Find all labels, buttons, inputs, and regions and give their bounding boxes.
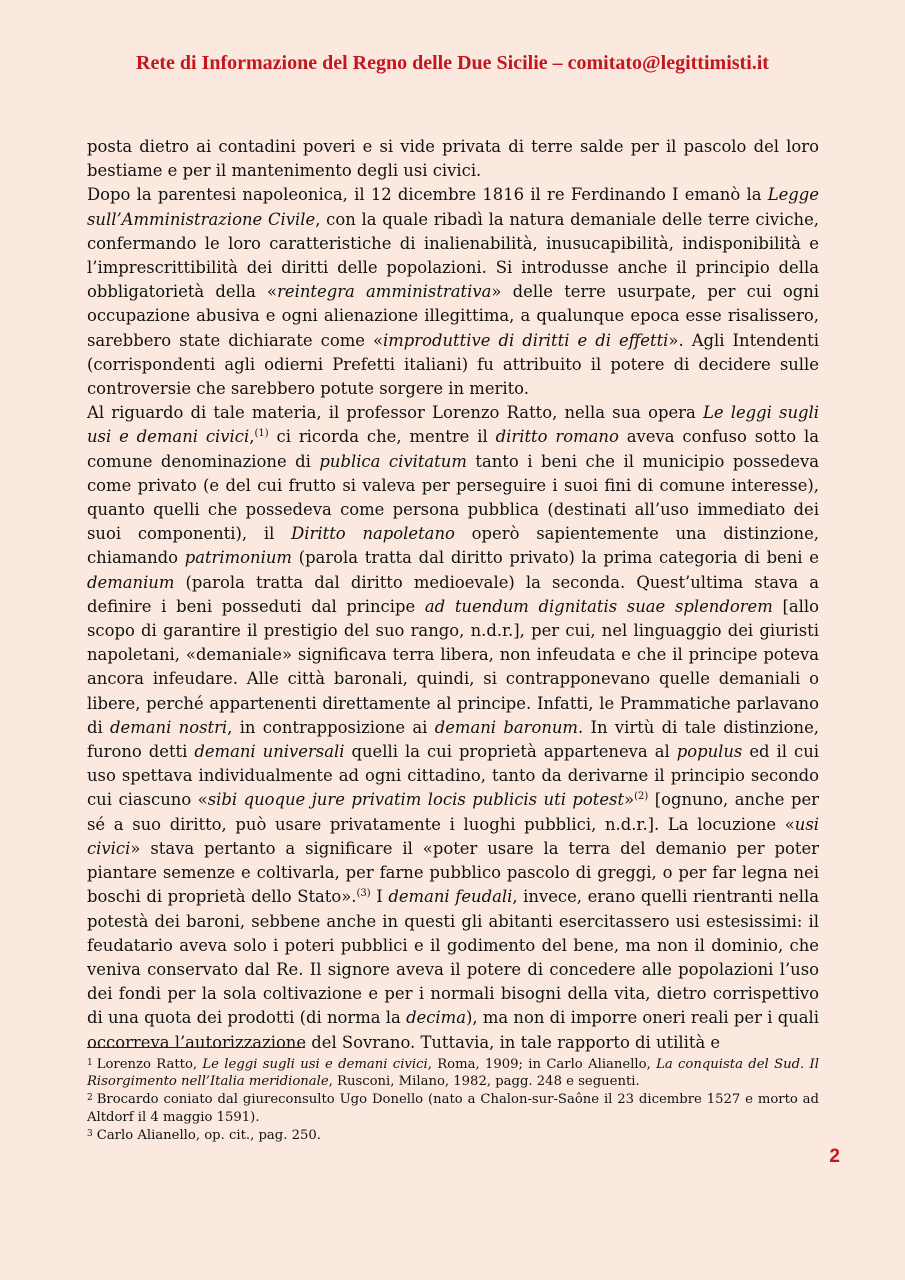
text-run: aveva confuso sotto la comune denominazione di bbox=[87, 427, 819, 471]
text-run: ), ma non di imporre oneri reali per i quali occorreva l’autorizzazione del Sovrano. Tuttavia, in tale rapporto di utilità e bbox=[87, 1008, 820, 1052]
text-run: (parola tratta dal diritto medioevale) la seconda. Quest’ultima stava a definire i beni posseduti dal principe bbox=[87, 572, 819, 616]
text-run: quelli la cui proprietà apparteneva al bbox=[344, 742, 677, 762]
text-run: , bbox=[249, 427, 255, 447]
footnote-reference: (3) bbox=[356, 888, 371, 900]
text-run: Lorenzo Ratto, bbox=[96, 1057, 203, 1072]
footnote bbox=[87, 1090, 819, 1125]
italic-text: Diritto napoletano bbox=[291, 524, 455, 544]
italic-text: reintegra amministrativa bbox=[277, 282, 492, 302]
text-run: Dopo la parentesi napoleonica, il 12 dicembre 1816 il re Ferdinando I emanò la bbox=[87, 185, 768, 205]
italic-text: demani baronum bbox=[434, 717, 578, 737]
italic-text: diritto romano bbox=[495, 427, 619, 447]
text-run: Brocardo coniato dal giureconsulto Ugo Donello (nato a Chalon-sur-Saône il 23 dicembre 1527 e morto ad Altdorf il 4 maggio 1591). bbox=[87, 1092, 819, 1125]
italic-text: publica civitatum bbox=[319, 451, 467, 471]
text-run: , invece, erano quelli rientranti nella potestà dei baroni, sebbene anche in questi gli abitanti esercitassero usi estesissimi: il feudatario aveva solo i poteri pubblici e il godimento del bene, ma non il dominio, che veniva conservato dal Re. Il signore aveva il potere di concedere alle popolazioni l’uso dei fondi per la sola coltivazione e per i normali bisogni della vita, dietro corrispettivo di una quota dei prodotti (di norma la bbox=[87, 887, 819, 1028]
italic-text: populus bbox=[676, 742, 743, 762]
italic-text: improduttive di diritti e di effetti bbox=[383, 330, 669, 350]
text-run: ci ricorda che, mentre il bbox=[268, 427, 496, 447]
text-run: [allo scopo di garantire il prestigio del suo rango, n.d.r.], per cui, nel linguaggio dei giuristi napoletani, «demaniale» significava terra libera, non infeudata e che il principe poteva ancora infeudare. Alle città baronali, quindi, si contrapponevano quelle demaniali o libere, perché appartenenti direttamente al principe. Infatti, le Prammatiche parlavano di bbox=[87, 596, 820, 737]
text-run: , Roma, 1909; in Carlo Alianello, bbox=[427, 1057, 657, 1072]
text-run: tanto i beni che il municipio possedeva come privato (e del cui frutto si valeva per perseguire i suoi fini di comune interesse), quanto quelli che possedeva come persona pubblica (destinati all’uso immediato dei suoi componenti), il bbox=[87, 451, 820, 544]
text-run: ed il cui uso spettava individualmente ad ogni cittadino, tanto da derivarne il principio secondo cui ciascuno « bbox=[87, 742, 819, 810]
italic-text: ad tuendum dignitatis suae splendorem bbox=[424, 596, 773, 616]
italic-text: Le leggi sugli usi e demani civici bbox=[87, 403, 819, 447]
paragraph bbox=[87, 135, 819, 183]
page-number: 2 bbox=[829, 1146, 840, 1167]
text-run: Carlo Alianello, op. cit., pag. 250. bbox=[96, 1127, 321, 1143]
italic-text: sibi quoque jure privatim locis publicis uti potest bbox=[207, 790, 625, 810]
footnote bbox=[87, 1126, 819, 1144]
italic-text: demani nostri bbox=[110, 717, 228, 737]
italic-text: usi civici bbox=[87, 814, 819, 858]
italic-text: demani universali bbox=[194, 742, 345, 762]
body-text bbox=[87, 135, 819, 1055]
text-run: , Rusconi, Milano, 1982, pagg. 248 e seguenti. bbox=[328, 1074, 640, 1090]
text-run: . In virtù di tale distinzione, furono detti bbox=[87, 717, 819, 762]
italic-text: Le leggi sugli usi e demani civici bbox=[202, 1057, 428, 1072]
italic-text: decima bbox=[406, 1008, 466, 1028]
footnote-reference: (2) bbox=[634, 791, 649, 803]
text-run: operò sapientemente una distinzione, chiamando bbox=[87, 524, 819, 568]
text-run: I bbox=[370, 887, 389, 907]
italic-text: demanium bbox=[87, 572, 175, 592]
text-run: [ognuno, anche per sé a suo diritto, può usare privatamente i luoghi pubblici, n.d.r.]. La locuzione « bbox=[87, 790, 819, 834]
text-run: » bbox=[624, 790, 635, 810]
text-run: posta dietro ai contadini poveri e si vide privata di terre salde per il pascolo del loro bestiame e per il mantenimento degli usi civici. bbox=[87, 137, 819, 181]
footnote bbox=[87, 1055, 819, 1090]
italic-text: La conquista del Sud. Il Risorgimento nell’Italia meridionale bbox=[87, 1057, 819, 1090]
footnote-number: 3 bbox=[87, 1128, 93, 1139]
italic-text: demani feudali bbox=[388, 887, 513, 907]
footnote-reference: (1) bbox=[254, 428, 269, 440]
text-run: Al riguardo di tale materia, il professor Lorenzo Ratto, nella sua opera bbox=[87, 403, 703, 423]
footnote-number: 1 bbox=[87, 1058, 93, 1068]
footnote-divider bbox=[87, 1047, 305, 1048]
italic-text: patrimonium bbox=[184, 548, 292, 568]
paragraph bbox=[87, 183, 819, 401]
italic-text: Legge sull’Amministrazione Civile bbox=[87, 185, 819, 229]
text-run: ». Agli Intendenti (corrispondenti agli odierni Prefetti italiani) fu attribuito il potere di decidere sulle controversie che sarebbero potute sorgere in merito. bbox=[87, 330, 819, 399]
text-run: » stava pertanto a significare il «poter usare la terra del demanio per poter piantare semenze e coltivarla, per farne pubblico pascolo di greggi, o per far legna nei boschi di proprietà dello Stato». bbox=[87, 838, 819, 907]
footnote-number: 2 bbox=[87, 1093, 93, 1104]
text-run: , in contrapposizione ai bbox=[227, 717, 435, 737]
text-run: (parola tratta dal diritto privato) la prima categoria di beni e bbox=[291, 548, 819, 568]
page-header: Rete di Informazione del Regno delle Due Sicilie – comitato@legittimisti.it bbox=[136, 52, 769, 74]
footnotes bbox=[87, 1055, 819, 1144]
text-run: » delle terre usurpate, per cui ogni occupazione abusiva e ogni alienazione illegittima, a qualunque epoca esse risalissero, sarebbero state dichiarate come « bbox=[87, 282, 819, 350]
text-run: , con la quale ribadì la natura demaniale delle terre civiche, confermando le loro caratteristiche di inalienabilità, inusucapibilità, indisponibilità e l’imprescrittibilità dei diritti delle popolazioni. Si introdusse anche il principio della obbligatorietà della « bbox=[87, 209, 819, 302]
paragraph bbox=[87, 401, 819, 1054]
